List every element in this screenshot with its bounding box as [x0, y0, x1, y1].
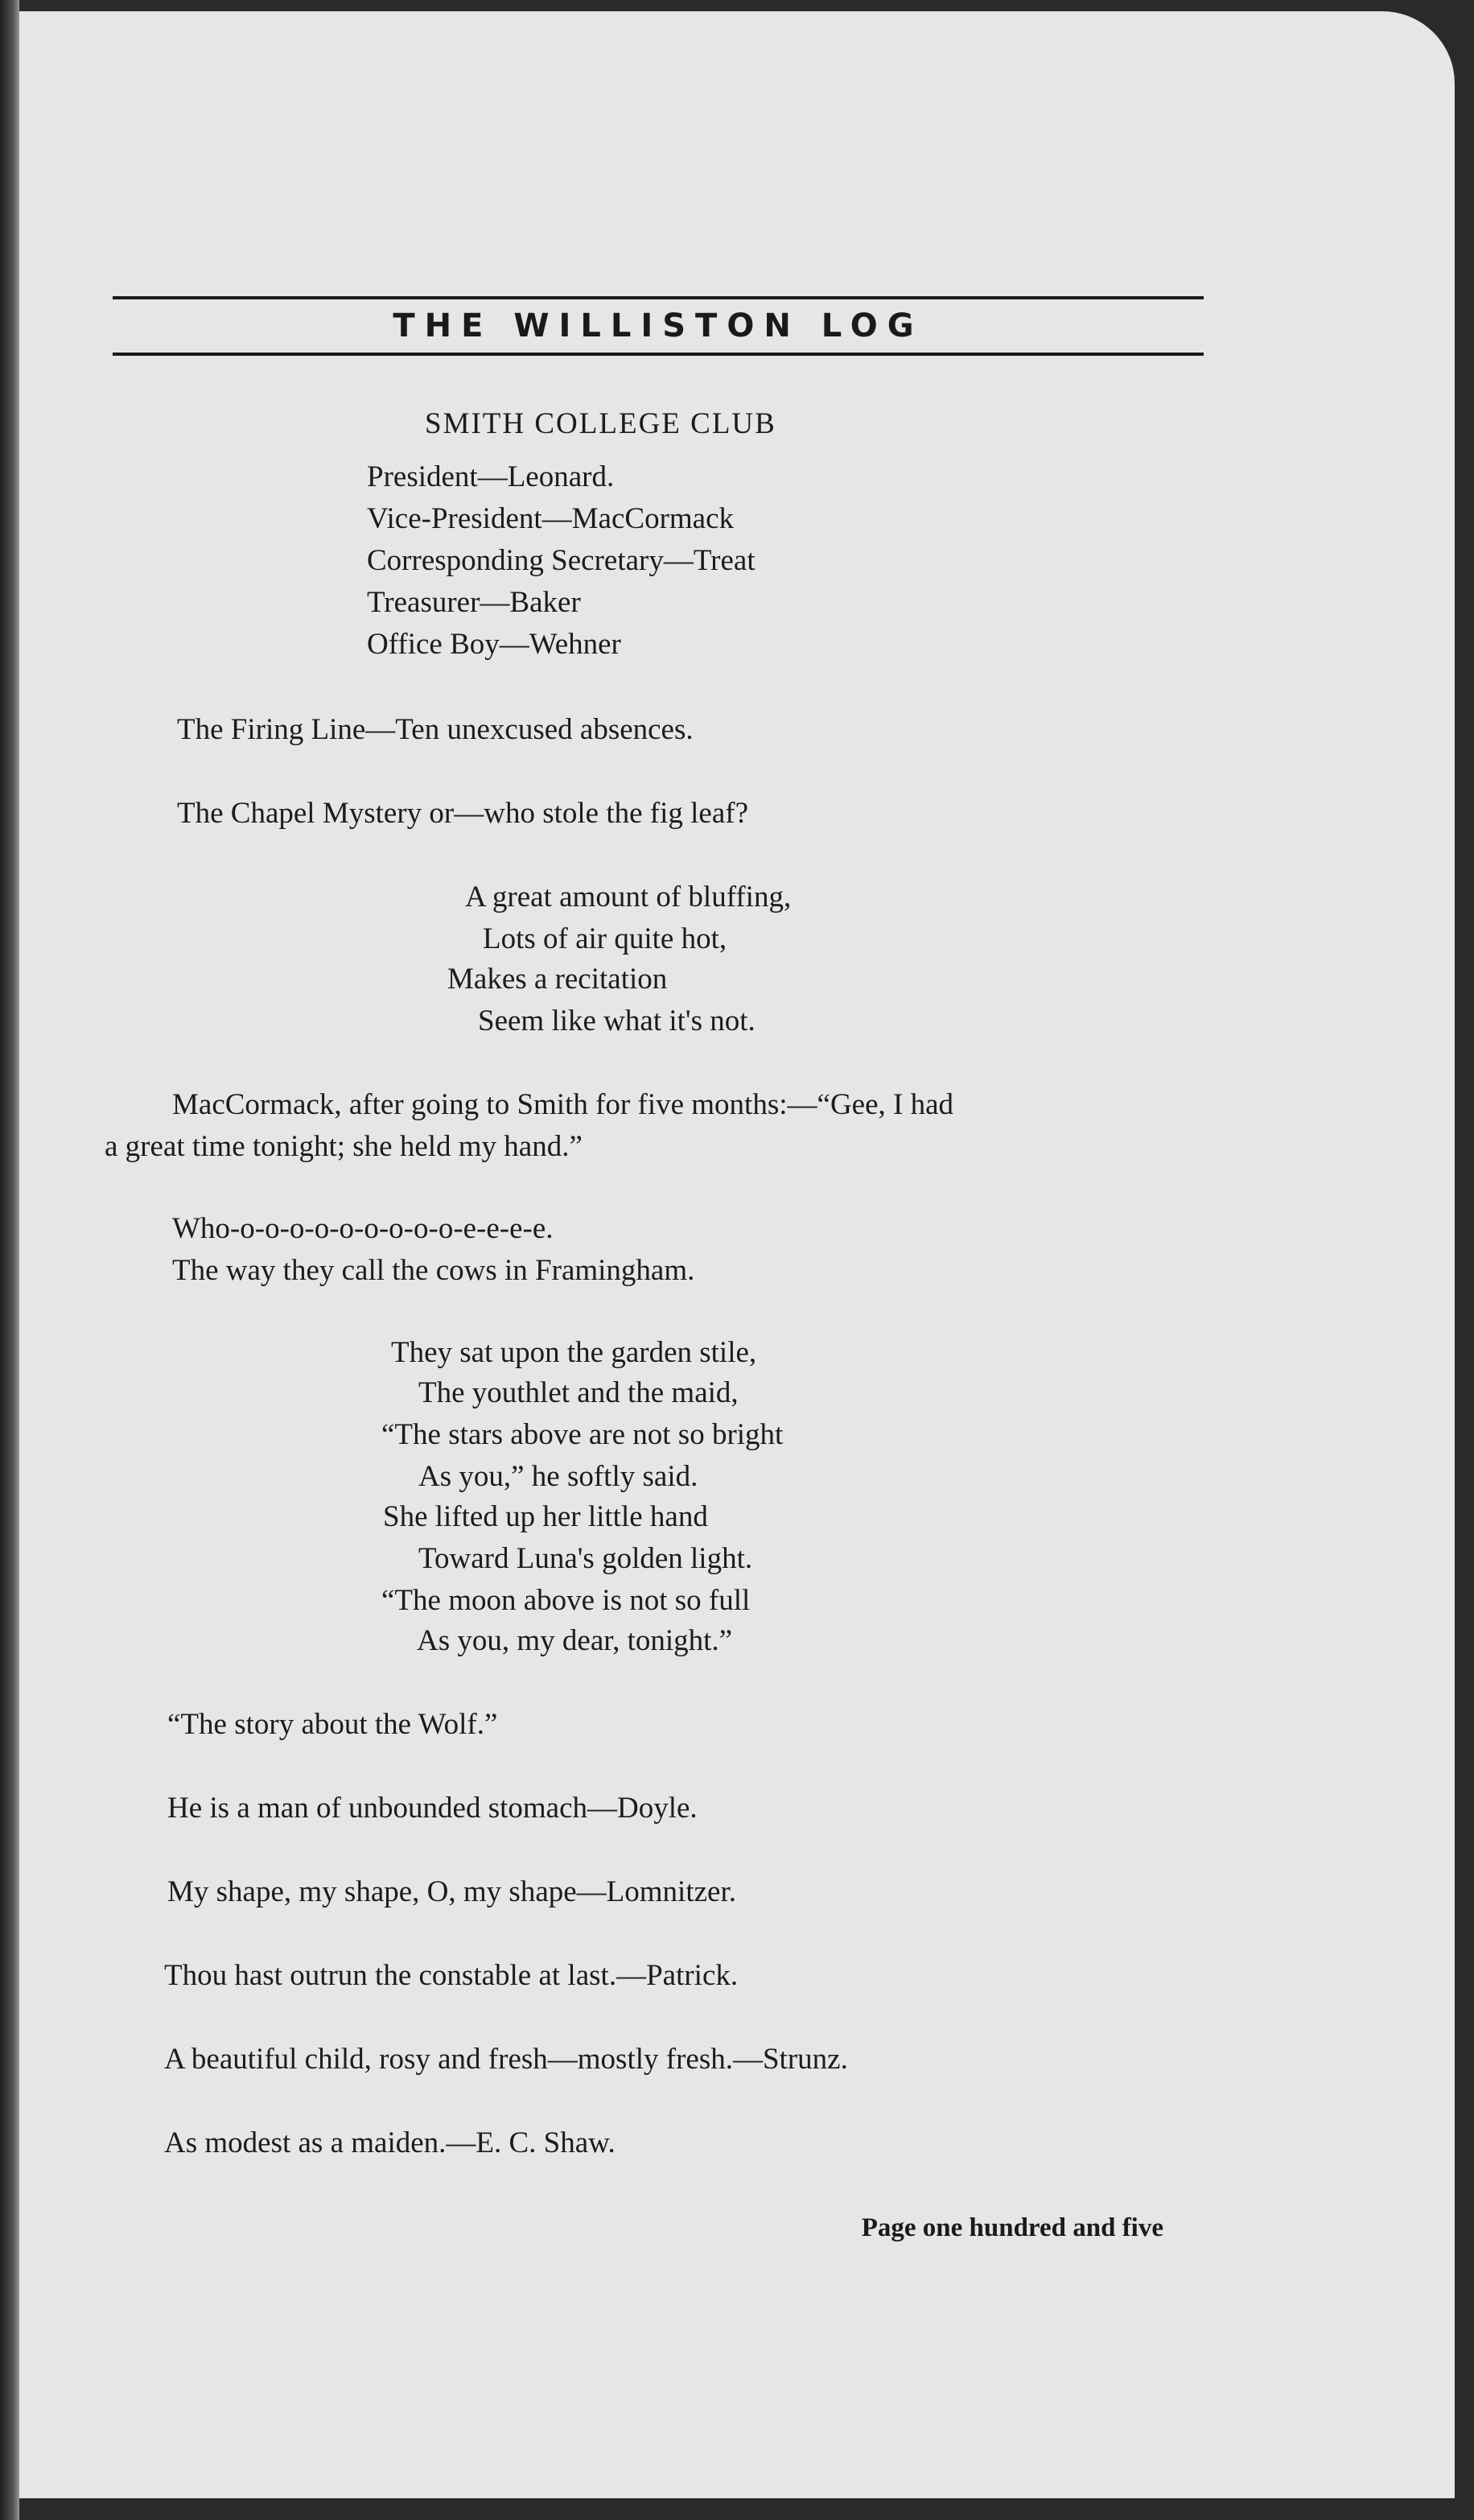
- book-page: [19, 11, 1455, 2498]
- maccormack-line: a great time tonight; she held my hand.”: [105, 1130, 583, 1163]
- poem2-line: As you,” he softly said.: [418, 1460, 698, 1493]
- header-title: THE WILLISTON LOG: [393, 307, 924, 344]
- club-title: SMITH COLLEGE CLUB: [425, 407, 776, 440]
- cows-line: The way they call the cows in Framingham.: [172, 1254, 695, 1287]
- quip-line: He is a man of unbounded stomach—Doyle.: [167, 1792, 698, 1825]
- quip-line: A beautiful child, rosy and fresh—mostly fresh.—Strunz.: [164, 2043, 848, 2076]
- poem2-line: Toward Luna's golden light.: [418, 1542, 753, 1575]
- poem1-line: Lots of air quite hot,: [483, 922, 727, 955]
- quip-line: “The story about the Wolf.”: [167, 1708, 498, 1741]
- officer-line: Treasurer—Baker: [367, 586, 581, 619]
- poem1-line: A great amount of bluffing,: [465, 881, 792, 914]
- page-number-label: Page one hundred and five: [861, 2213, 1163, 2242]
- page-edge-shadow: [0, 0, 19, 2520]
- firing-line-text: The Firing Line—Ten unexcused absences.: [177, 713, 694, 746]
- poem1-line: Makes a recitation: [447, 963, 668, 996]
- chapel-mystery-text: The Chapel Mystery or—who stole the fig leaf?: [177, 797, 748, 830]
- poem2-line: As you, my dear, tonight.”: [417, 1624, 733, 1657]
- quip-line: My shape, my shape, O, my shape—Lomnitzer.: [167, 1875, 736, 1908]
- poem1-line: Seem like what it's not.: [478, 1004, 756, 1037]
- officer-line: President—Leonard.: [367, 460, 615, 493]
- quip-line: Thou hast outrun the constable at last.—Patrick.: [164, 1959, 739, 1992]
- quip-line: As modest as a maiden.—E. C. Shaw.: [164, 2126, 616, 2159]
- header-rule-top: [113, 296, 1204, 299]
- header-rule-bottom: [113, 353, 1204, 356]
- poem2-line: “The moon above is not so full: [381, 1584, 751, 1617]
- officer-line: Office Boy—Wehner: [367, 628, 621, 661]
- maccormack-line: MacCormack, after going to Smith for five months:—“Gee, I had: [172, 1088, 953, 1121]
- officer-line: Corresponding Secretary—Treat: [367, 544, 756, 577]
- officer-line: Vice-President—MacCormack: [367, 502, 735, 535]
- poem2-line: She lifted up her little hand: [383, 1500, 708, 1533]
- poem2-line: The youthlet and the maid,: [418, 1376, 739, 1409]
- poem2-line: “The stars above are not so bright: [381, 1418, 784, 1451]
- poem2-line: They sat upon the garden stile,: [391, 1336, 757, 1369]
- cows-line: Who-o-o-o-o-o-o-o-o-o-e-e-e-e.: [172, 1212, 554, 1245]
